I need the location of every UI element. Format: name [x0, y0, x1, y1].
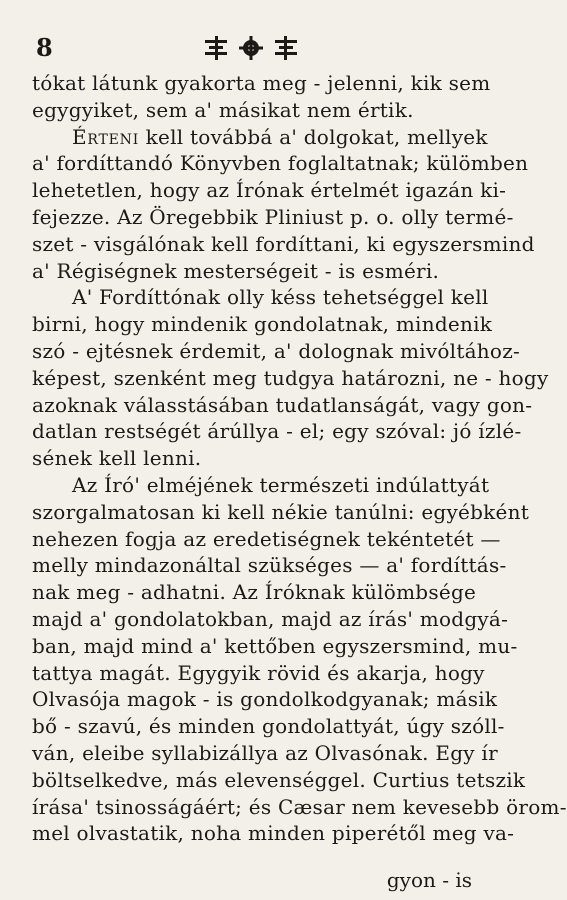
paragraph — [32, 70, 491, 124]
page-header — [30, 30, 472, 70]
text-line: birni, hogy mindenik gondolatnak, mindenik — [32, 312, 493, 337]
text-line: böltselkedve, más elevenséggel. Curtius tetszik — [32, 767, 526, 792]
body-text — [32, 70, 567, 847]
text-line: a' Régiségnek mesterségeit - is esméri. — [32, 258, 440, 283]
printer-ornament — [191, 34, 311, 64]
text-line: szet - visgálónak kell fordíttani, ki egyszersmind — [32, 231, 535, 256]
text-line: egygyiket, sem a' másikat nem értik. — [32, 97, 414, 122]
text-line: szorgalmatosan ki kell nékie tanúlni: egyébként — [32, 499, 530, 524]
text-line: nak meg - adhatni. Az Íróknak külömbsége — [32, 580, 477, 605]
catchword: gyon - is — [386, 868, 472, 892]
text-line: A' Fordíttónak olly késs tehetséggel kell — [72, 285, 489, 310]
text-line: tattya magát. Egygyik rövid és akarja, hogy — [32, 660, 485, 685]
text-line: képest, szenként meg tudgya határozni, ne - hogy — [32, 365, 549, 390]
text-line: tókat látunk gyakorta meg - jelenni, kik sem — [32, 71, 491, 95]
text-line: datlan restségét árúllya - el; egy szóval: jó ízlé- — [32, 419, 522, 444]
paragraph — [32, 284, 549, 472]
paragraph — [32, 472, 567, 847]
text-line: majd a' gondolatokban, majd az írás' modgyá- — [32, 606, 509, 631]
text-line: Olvasója magok - is gondolkodgyanak; másik — [32, 687, 498, 712]
page-number: 8 — [36, 33, 53, 62]
text-line: melly mindazonáltal szükséges — a' fordíttás- — [32, 553, 507, 578]
text-line: a' fordíttandó Könyvben foglaltatnak; külömben — [32, 151, 529, 176]
text-line: sének kell lenni. — [32, 446, 202, 471]
text-line: azoknak válasstásában tudatlanságát, vagy gon- — [32, 392, 533, 417]
text-line: ván, eleibe syllabizállya az Olvasónak. Egy ír — [32, 740, 498, 765]
lead-word: Érteni — [72, 124, 140, 149]
text-line — [32, 124, 488, 151]
text-line-rest: kell továbbá a' dolgokat, mellyek — [145, 124, 488, 149]
text-line: Az Író' elméjének természeti indúlattyát — [72, 472, 490, 497]
text-line: fejezze. Az Öregebbik Pliniust p. o. olly termé- — [32, 204, 514, 229]
text-line: mel olvastatik, noha minden piperétől meg va- — [32, 821, 515, 846]
text-line: ban, majd mind a' kettőben egyszersmind, mu- — [32, 633, 518, 658]
text-line: lehetetlen, hogy az Írónak értelmét igazán ki- — [32, 178, 507, 203]
text-line: nehezen fogja az eredetiségnek tekéntetét — — [32, 526, 501, 551]
paragraph — [32, 124, 535, 285]
text-line: szó - ejtésnek érdemit, a' dolognak mivóltához- — [32, 338, 520, 363]
text-line: bő - szavú, és minden gondolattyát, úgy szóll- — [32, 714, 505, 739]
text-line: írása' tsinosságáért; és Cæsar nem kevesebb örom- — [32, 794, 567, 819]
